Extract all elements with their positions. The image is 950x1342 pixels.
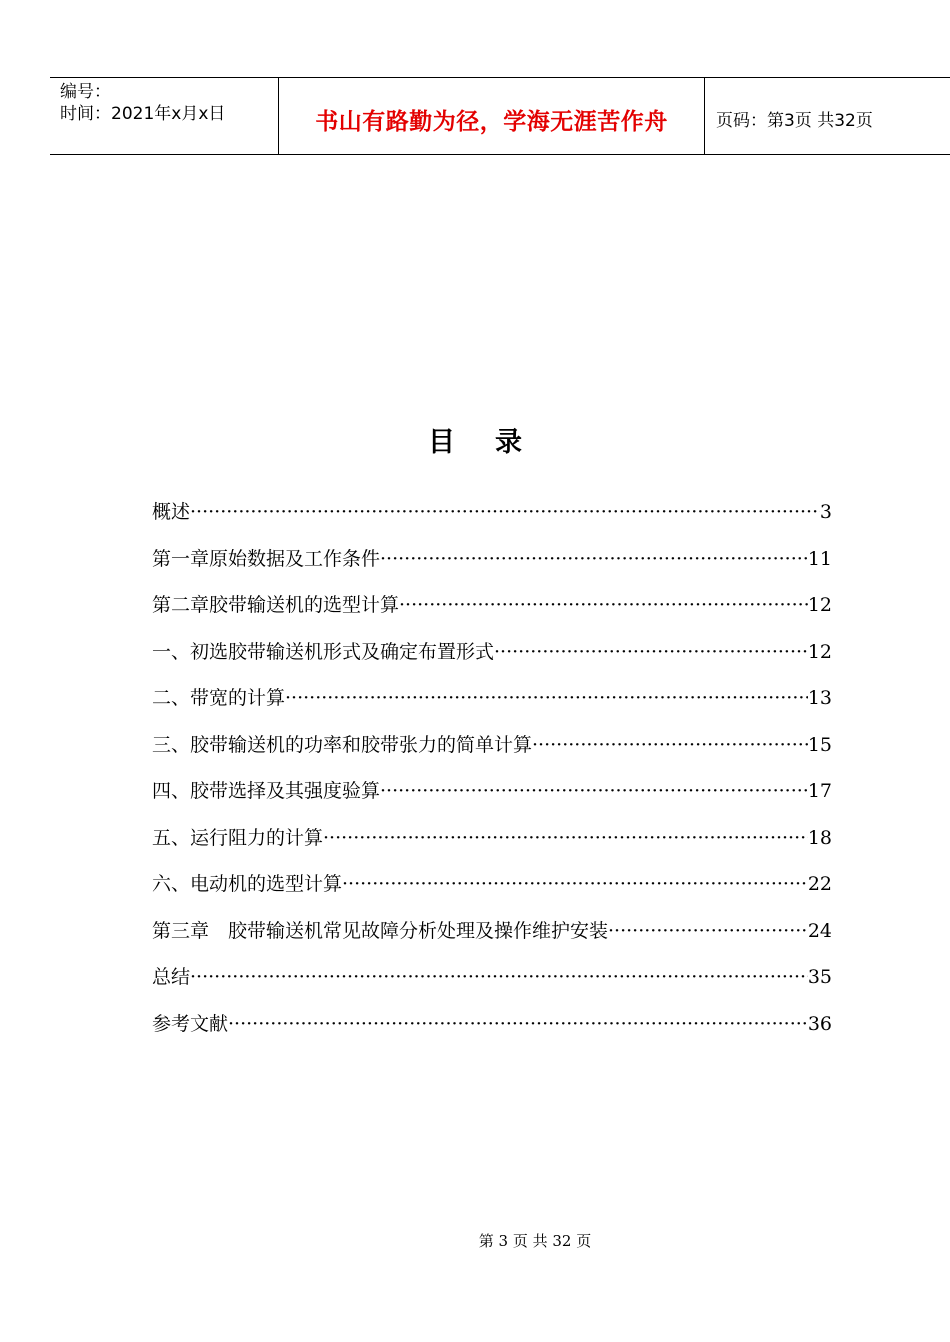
- toc-leader-dots: [608, 916, 808, 946]
- toc-leader-dots: [342, 869, 808, 899]
- toc-title: 目录: [428, 427, 562, 458]
- toc-entry-page: 22: [807, 873, 832, 895]
- toc-entry[interactable]: [152, 590, 832, 637]
- toc-entry-page: 15: [807, 733, 832, 756]
- toc-leader-dots: [494, 637, 808, 667]
- toc-entry-title: 概述: [152, 501, 191, 523]
- toc-entry-title: 六、电动机的选型计算: [152, 873, 343, 895]
- toc-entry[interactable]: [152, 730, 832, 777]
- toc-entry-title: 五、运行阻力的计算: [152, 826, 324, 849]
- toc-entry-title: 第二章胶带输送机的选型计算: [152, 594, 400, 616]
- toc-entry[interactable]: [152, 916, 832, 963]
- toc-entry-title: 四、胶带选择及其强度验算: [152, 780, 381, 802]
- toc-leader-dots: [323, 823, 808, 853]
- toc-entry[interactable]: [152, 544, 832, 591]
- page-header: [50, 77, 950, 155]
- toc-leader-dots: [228, 1009, 808, 1039]
- toc-entry[interactable]: [152, 823, 832, 870]
- toc-entry-page: 3: [819, 501, 832, 523]
- toc-leader-dots: [532, 730, 808, 760]
- toc-entry-title: 二、带宽的计算: [152, 687, 286, 709]
- toc-entry-title: 第一章原始数据及工作条件: [152, 547, 381, 570]
- toc-entry[interactable]: [152, 637, 832, 684]
- toc-entry-title: 第三章 胶带输送机常见故障分析处理及操作维护安装: [152, 919, 609, 942]
- toc-entry-page: 17: [807, 780, 832, 802]
- toc-entry-page: 35: [807, 966, 832, 988]
- toc-entry-page: 18: [807, 826, 832, 849]
- toc-entry[interactable]: [152, 962, 832, 1009]
- toc-leader-dots: [399, 590, 808, 620]
- toc-entry[interactable]: [152, 1009, 832, 1056]
- toc-leader-dots: [285, 683, 808, 713]
- toc-entry-page: 24: [807, 919, 832, 942]
- toc-leader-dots: [380, 544, 808, 574]
- header-motto-cell: [279, 78, 705, 154]
- toc-entry-title: 三、胶带输送机的功率和胶带张力的简单计算: [152, 733, 533, 756]
- header-page-info-cell: [705, 78, 950, 154]
- header-page-info: 页码：第3页 共32页: [716, 110, 873, 131]
- header-motto: 书山有路勤为径，学海无涯苦作舟: [315, 108, 668, 135]
- header-number-label: 编号：: [60, 82, 111, 102]
- header-meta: [50, 78, 279, 154]
- page-footer: 第 3 页 共 32 页: [478, 1232, 592, 1250]
- toc-entry-page: 36: [807, 1012, 832, 1035]
- toc-entry-page: 12: [807, 594, 832, 616]
- toc-list: [152, 497, 832, 1055]
- toc-entry-title: 一、初选胶带输送机形式及确定布置形式: [152, 640, 495, 663]
- toc-entry-page: 12: [807, 640, 832, 663]
- toc-entry-title: 总结: [152, 966, 191, 988]
- toc-leader-dots: [190, 497, 820, 527]
- toc-leader-dots: [380, 776, 808, 806]
- toc-entry[interactable]: [152, 776, 832, 823]
- toc-entry[interactable]: [152, 869, 832, 916]
- toc-entry[interactable]: [152, 683, 832, 730]
- toc-entry-title: 参考文献: [152, 1012, 229, 1035]
- toc-entry[interactable]: [152, 497, 832, 544]
- toc-leader-dots: [190, 962, 808, 992]
- toc-entry-page: 11: [807, 547, 832, 570]
- header-time-label: 时间：2021年x月x日: [60, 104, 226, 124]
- toc-entry-page: 13: [807, 687, 832, 709]
